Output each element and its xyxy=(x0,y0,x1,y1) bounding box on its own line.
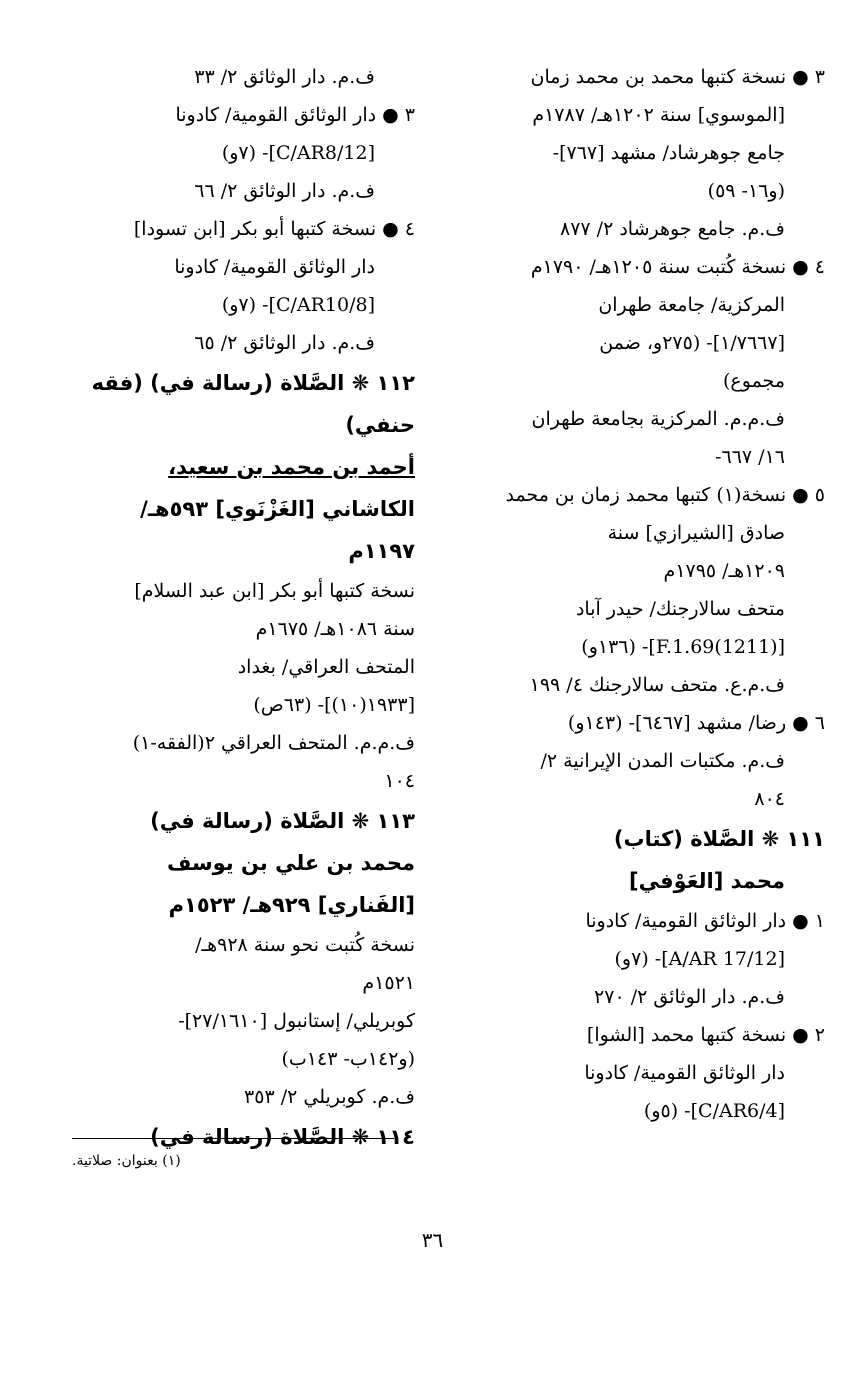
entry-author: أحمد بن محمد بن سعيد، xyxy=(168,455,415,479)
text-line: ١٢٠٩هـ/ ١٧٩٥م xyxy=(663,560,785,582)
text-line: [(1211)F.1.69]- (١٣٦و) xyxy=(581,636,785,658)
text-line: ف.م. مكتبات المدن الإيرانية ٢/ xyxy=(540,750,785,772)
text-line: المركزية/ جامعة طهران xyxy=(598,294,785,316)
text-line: ٦ ● رضا/ مشهد [٦٤٦٧]- (١٤٣و) xyxy=(567,712,825,734)
text-line: ١ ● دار الوثائق القومية/ كادونا xyxy=(585,910,825,932)
text-line: متحف سالارجنك/ حيدر آباد xyxy=(575,598,785,620)
text-line: ف.م. دار الوثائق ٢/ ٦٥ xyxy=(194,332,375,354)
entry-heading: حنفي) xyxy=(345,413,415,437)
text-line: ٣ ● نسخة كتبها محمد بن محمد زمان xyxy=(530,66,825,88)
text-line: صادق [الشيرازي] سنة xyxy=(607,522,785,544)
entry-author: محمد بن علي بن يوسف xyxy=(166,851,415,875)
text-line: نسخة كتبها أبو بكر [ابن عبد السلام] xyxy=(134,580,415,602)
text-line: ٤ ● نسخة كُتبت سنة ١٢٠٥هـ/ ١٧٩٠م xyxy=(530,256,825,278)
page-number: ٣٦ xyxy=(421,1228,444,1252)
text-line: مجموع) xyxy=(723,370,785,392)
entry-heading: ١١١ ❋ الصَّلاة (كتاب) xyxy=(613,827,825,851)
entry-author: محمد [العَوْفي] xyxy=(629,869,785,893)
text-line: المتحف العراقي/ بغداد xyxy=(237,656,415,678)
text-line: [C/AR8/12]- (٧و) xyxy=(221,142,375,164)
text-line: ف.م. جامع جوهرشاد ٢/ ٨٧٧ xyxy=(559,218,785,240)
text-line: [C/AR6/4]- (٥و) xyxy=(643,1100,785,1122)
entry-author: ١١٩٧م xyxy=(348,539,415,563)
entry-heading: ١١٣ ❋ الصَّلاة (رسالة في) xyxy=(150,809,415,833)
text-line: ف.م.ع. متحف سالارجنك ٤/ ١٩٩ xyxy=(529,674,785,696)
text-line: ف.م. دار الوثائق ٢/ ٢٧٠ xyxy=(594,986,785,1008)
text-line: نسخة كُتبت نحو سنة ٩٢٨هـ/ xyxy=(195,934,415,956)
text-line: ٣ ● دار الوثائق القومية/ كادونا xyxy=(175,104,415,126)
entry-heading: ١١٤ ❋ الصَّلاة (رسالة في) xyxy=(150,1125,415,1149)
entry-author: الكاشاني [الغَزْنَوي] ٥٩٣هـ/ xyxy=(140,497,415,521)
text-line: ف.م.م. المتحف العراقي ٢(الفقه-١) xyxy=(132,732,415,754)
text-line: (و١٤٢ب- ١٤٣ب) xyxy=(281,1048,415,1070)
footnote: (١) بعنوان: صلاتية. xyxy=(72,1153,181,1169)
text-line: ف.م. دار الوثائق ٢/ ٣٣ xyxy=(194,66,375,88)
text-line: ف.م.م. المركزية بجامعة طهران xyxy=(531,408,785,430)
text-line: دار الوثائق القومية/ كادونا xyxy=(584,1062,785,1084)
text-line: ١٦/ ٦٦٧- xyxy=(715,446,785,468)
entry-author: [الفَناري] ٩٢٩هـ/ ١٥٢٣م xyxy=(168,893,415,917)
text-line: [١/٧٦٦٧]- (٢٧٥و، ضمن xyxy=(599,332,785,354)
text-line: ١٥٢١م xyxy=(362,972,415,994)
right-column xyxy=(470,58,825,1130)
text-line: ٥ ● نسخة(١) كتبها محمد زمان بن محمد xyxy=(505,484,825,506)
text-line: [A/AR 17/12]- (٧و) xyxy=(614,948,785,970)
text-line: ف.م. دار الوثائق ٢/ ٦٦ xyxy=(194,180,375,202)
text-line: جامع جوهرشاد/ مشهد [٧٦٧]- xyxy=(552,142,785,164)
text-line: ف.م. كوبريلي ٢/ ٣٥٣ xyxy=(244,1086,415,1108)
text-line: [الموسوي] سنة ١٢٠٢هـ/ ١٧٨٧م xyxy=(532,104,785,126)
text-line: ٤ ● نسخة كتبها أبو بكر [ابن تسودا] xyxy=(133,218,415,240)
text-line: [C/AR10/8]- (٧و) xyxy=(221,294,375,316)
left-column xyxy=(40,58,415,1158)
text-line: سنة ١٠٨٦هـ/ ١٦٧٥م xyxy=(255,618,415,640)
text-line: (و١٦- ٥٩) xyxy=(707,180,785,202)
entry-heading: ١١٢ ❋ الصَّلاة (رسالة في) (فقه xyxy=(91,371,415,395)
text-line: ٨٠٤ xyxy=(754,788,785,810)
text-line: دار الوثائق القومية/ كادونا xyxy=(174,256,375,278)
footnote-separator xyxy=(72,1138,394,1139)
text-line: [١٩٣٣(١٠)]- (٦٣ص) xyxy=(253,694,415,716)
text-line: ٢ ● نسخة كتبها محمد [الشوا] xyxy=(586,1024,825,1046)
text-line: ١٠٤ xyxy=(384,770,415,792)
text-line: كوبريلي/ إستانبول [٢٧/١٦١٠]- xyxy=(178,1010,415,1032)
